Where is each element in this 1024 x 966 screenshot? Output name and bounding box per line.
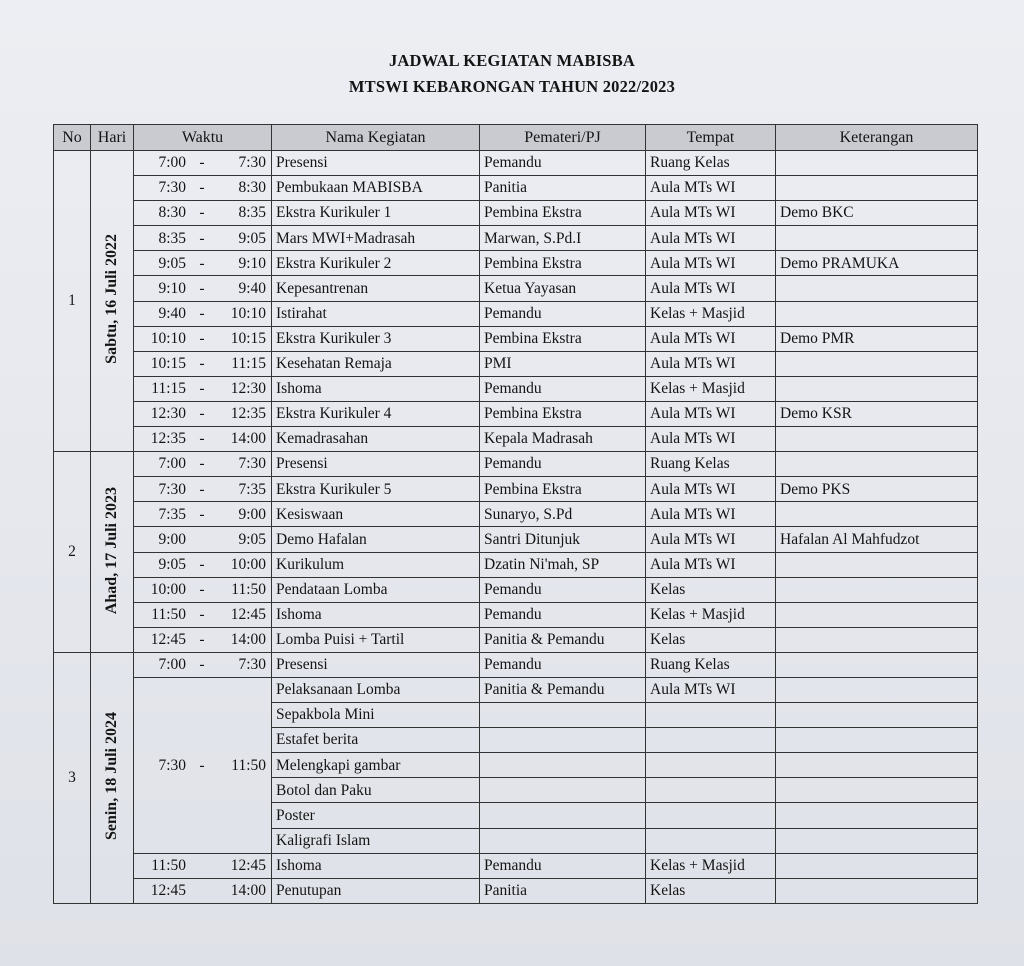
note-text: [776, 828, 978, 853]
time-start: 11:50: [151, 605, 186, 623]
time-end: 14:00: [230, 430, 266, 448]
note-text: [776, 878, 978, 903]
activity-name: Melengkapi gambar: [272, 753, 480, 778]
time-cell: [134, 627, 272, 652]
time-start: 9:05: [158, 555, 186, 573]
time-start: 7:30: [158, 756, 186, 774]
place-name: Aula MTs WI: [646, 552, 776, 577]
time-end: 7:30: [238, 455, 266, 473]
place-name: Aula MTs WI: [646, 226, 776, 251]
note-text: [776, 778, 978, 803]
time-dash: -: [199, 555, 205, 573]
time-start: 9:05: [158, 254, 186, 272]
activity-name: Ekstra Kurikuler 2: [272, 251, 480, 276]
time-start: 7:00: [158, 455, 186, 473]
note-text: [776, 853, 978, 878]
document-subtitle: MTSWI KEBARONGAN TAHUN 2022/2023: [348, 77, 676, 96]
activity-name: Pelaksanaan Lomba: [272, 677, 480, 702]
header-hari: Hari: [91, 125, 134, 151]
activity-name: Ishoma: [272, 853, 480, 878]
place-name: Aula MTs WI: [646, 176, 776, 201]
speaker-name: Kepala Madrasah: [480, 427, 646, 452]
day-number: 1: [54, 151, 91, 452]
place-name: [646, 753, 776, 778]
time-end: 7:35: [238, 480, 266, 498]
speaker-name: Pemandu: [480, 452, 646, 477]
activity-name: Presensi: [272, 452, 480, 477]
note-text: [776, 552, 978, 577]
place-name: Aula MTs WI: [646, 477, 776, 502]
place-name: Aula MTs WI: [646, 502, 776, 527]
activity-name: Lomba Puisi + Tartil: [272, 627, 480, 652]
time-cell: [134, 502, 272, 527]
note-text: Hafalan Al Mahfudzot: [776, 527, 978, 552]
place-name: Aula MTs WI: [646, 677, 776, 702]
time-start: 7:00: [158, 656, 186, 674]
speaker-name: PMI: [480, 351, 646, 376]
speaker-name: Pembina Ekstra: [480, 326, 646, 351]
activity-name: Kemadrasahan: [272, 427, 480, 452]
speaker-name: Pemandu: [480, 577, 646, 602]
table-row: [54, 853, 978, 878]
time-cell: [134, 351, 272, 376]
time-start: 7:30: [158, 480, 186, 498]
activity-name: Presensi: [272, 652, 480, 677]
day-date-cell: [91, 652, 134, 903]
time-cell: [134, 301, 272, 326]
time-dash: -: [199, 605, 205, 623]
place-name: [646, 703, 776, 728]
time-start: 12:30: [150, 405, 186, 423]
place-name: Kelas: [646, 627, 776, 652]
table-row: [54, 527, 978, 552]
note-text: [776, 602, 978, 627]
time-start: 10:15: [150, 355, 186, 373]
time-end: 7:30: [238, 154, 266, 172]
note-text: Demo KSR: [776, 401, 978, 426]
time-cell: [134, 677, 272, 853]
time-end: 9:40: [238, 279, 266, 297]
time-end: 11:50: [231, 756, 266, 774]
time-start: 11:15: [151, 380, 186, 398]
table-row: [54, 376, 978, 401]
time-cell: [134, 376, 272, 401]
note-text: [776, 677, 978, 702]
note-text: [776, 376, 978, 401]
place-name: Aula MTs WI: [646, 251, 776, 276]
time-cell: [134, 602, 272, 627]
header-no: No: [54, 125, 91, 151]
speaker-name: Panitia: [480, 878, 646, 903]
activity-name: Demo Hafalan: [272, 527, 480, 552]
table-row: [54, 276, 978, 301]
speaker-name: [480, 778, 646, 803]
place-name: Kelas: [646, 878, 776, 903]
time-end: 9:00: [238, 505, 266, 523]
time-start: 12:45: [150, 882, 186, 900]
time-start: 9:40: [158, 304, 186, 322]
time-dash: -: [199, 254, 205, 272]
day-date-cell: [91, 452, 134, 653]
note-text: Demo PKS: [776, 477, 978, 502]
time-start: 8:30: [158, 204, 186, 222]
day-date-label: Sabtu, 16 Juli 2022: [103, 234, 120, 365]
time-end: 7:30: [238, 656, 266, 674]
time-cell: [134, 326, 272, 351]
activity-name: Kesehatan Remaja: [272, 351, 480, 376]
time-start: 10:10: [150, 329, 186, 347]
place-name: Aula MTs WI: [646, 326, 776, 351]
time-start: 9:10: [158, 279, 186, 297]
activity-name: Ishoma: [272, 602, 480, 627]
table-row: [54, 502, 978, 527]
table-row: [54, 427, 978, 452]
speaker-name: [480, 728, 646, 753]
note-text: Demo PMR: [776, 326, 978, 351]
table-row: [54, 677, 978, 702]
time-cell: [134, 552, 272, 577]
time-start: 7:30: [158, 179, 186, 197]
speaker-name: Pemandu: [480, 376, 646, 401]
note-text: [776, 652, 978, 677]
speaker-name: Dzatin Ni'mah, SP: [480, 552, 646, 577]
activity-name: Istirahat: [272, 301, 480, 326]
time-start: 8:35: [158, 229, 186, 247]
activity-name: Ishoma: [272, 376, 480, 401]
header-pemateri: Pemateri/PJ: [480, 125, 646, 151]
note-text: [776, 703, 978, 728]
note-text: Demo BKC: [776, 201, 978, 226]
time-end: 8:30: [238, 179, 266, 197]
place-name: Kelas: [646, 577, 776, 602]
table-row: [54, 652, 978, 677]
time-dash: -: [199, 204, 205, 222]
place-name: Aula MTs WI: [646, 427, 776, 452]
speaker-name: Sunaryo, S.Pd: [480, 502, 646, 527]
speaker-name: [480, 828, 646, 853]
table-row: [54, 176, 978, 201]
speaker-name: [480, 803, 646, 828]
time-start: 9:00: [158, 530, 186, 548]
place-name: Aula MTs WI: [646, 351, 776, 376]
time-start: 11:50: [151, 856, 186, 874]
time-dash: -: [199, 304, 205, 322]
speaker-name: Panitia & Pemandu: [480, 627, 646, 652]
schedule-body: [54, 151, 978, 904]
note-text: [776, 728, 978, 753]
time-cell: [134, 477, 272, 502]
time-cell: [134, 401, 272, 426]
time-start: 10:00: [150, 580, 186, 598]
time-end: 14:00: [230, 631, 266, 649]
table-row: [54, 351, 978, 376]
time-end: 9:05: [238, 530, 266, 548]
time-dash: -: [199, 355, 205, 373]
time-cell: [134, 452, 272, 477]
time-dash: -: [199, 430, 205, 448]
time-end: 12:30: [230, 380, 266, 398]
speaker-name: [480, 703, 646, 728]
note-text: [776, 226, 978, 251]
activity-name: Kurikulum: [272, 552, 480, 577]
activity-name: Ekstra Kurikuler 3: [272, 326, 480, 351]
activity-name: Ekstra Kurikuler 1: [272, 201, 480, 226]
time-start: 7:00: [158, 154, 186, 172]
document-title: JADWAL KEGIATAN MABISBA: [388, 51, 636, 70]
place-name: Kelas + Masjid: [646, 853, 776, 878]
place-name: Ruang Kelas: [646, 151, 776, 176]
time-cell: [134, 176, 272, 201]
time-dash: -: [199, 179, 205, 197]
place-name: [646, 828, 776, 853]
time-end: 9:10: [238, 254, 266, 272]
time-cell: [134, 527, 272, 552]
speaker-name: Pembina Ekstra: [480, 201, 646, 226]
time-cell: [134, 201, 272, 226]
time-dash: -: [199, 380, 205, 398]
note-text: [776, 301, 978, 326]
time-cell: [134, 226, 272, 251]
time-dash: -: [199, 329, 205, 347]
time-end: 10:15: [230, 329, 266, 347]
header-waktu: Waktu: [134, 125, 272, 151]
time-end: 12:35: [230, 405, 266, 423]
place-name: Aula MTs WI: [646, 201, 776, 226]
time-cell: [134, 652, 272, 677]
activity-name: Estafet berita: [272, 728, 480, 753]
table-row: [54, 577, 978, 602]
time-dash: -: [199, 505, 205, 523]
time-end: 12:45: [230, 856, 266, 874]
speaker-name: Pembina Ekstra: [480, 477, 646, 502]
speaker-name: Pemandu: [480, 652, 646, 677]
time-start: 12:45: [150, 631, 186, 649]
day-date-label: Senin, 18 Juli 2024: [103, 712, 120, 841]
header-nama-kegiatan: Nama Kegiatan: [272, 125, 480, 151]
speaker-name: Pemandu: [480, 151, 646, 176]
table-row: [54, 452, 978, 477]
activity-name: Kepesantrenan: [272, 276, 480, 301]
time-dash: -: [199, 480, 205, 498]
schedule-table: [53, 124, 978, 904]
time-dash: -: [199, 580, 205, 598]
table-row: [54, 251, 978, 276]
note-text: [776, 803, 978, 828]
time-cell: [134, 151, 272, 176]
time-dash: -: [199, 229, 205, 247]
place-name: Ruang Kelas: [646, 452, 776, 477]
activity-name: Mars MWI+Madrasah: [272, 226, 480, 251]
activity-name: Poster: [272, 803, 480, 828]
note-text: [776, 276, 978, 301]
time-start: 12:35: [150, 430, 186, 448]
header-row: [54, 125, 978, 151]
time-cell: [134, 878, 272, 903]
speaker-name: Panitia: [480, 176, 646, 201]
note-text: [776, 427, 978, 452]
table-row: [54, 627, 978, 652]
time-dash: -: [199, 455, 205, 473]
note-text: [776, 502, 978, 527]
place-name: Kelas + Masjid: [646, 376, 776, 401]
time-dash: -: [199, 154, 205, 172]
activity-name: Presensi: [272, 151, 480, 176]
note-text: [776, 151, 978, 176]
activity-name: Sepakbola Mini: [272, 703, 480, 728]
activity-name: Penutupan: [272, 878, 480, 903]
activity-name: Botol dan Paku: [272, 778, 480, 803]
place-name: [646, 728, 776, 753]
note-text: [776, 577, 978, 602]
time-cell: [134, 276, 272, 301]
speaker-name: Santri Ditunjuk: [480, 527, 646, 552]
speaker-name: [480, 753, 646, 778]
time-end: 9:05: [238, 229, 266, 247]
place-name: Aula MTs WI: [646, 527, 776, 552]
note-text: Demo PRAMUKA: [776, 251, 978, 276]
activity-name: Pendataan Lomba: [272, 577, 480, 602]
place-name: Aula MTs WI: [646, 401, 776, 426]
note-text: [776, 627, 978, 652]
speaker-name: Panitia & Pemandu: [480, 677, 646, 702]
time-dash: -: [199, 756, 205, 774]
place-name: [646, 803, 776, 828]
time-end: 8:35: [238, 204, 266, 222]
activity-name: Ekstra Kurikuler 4: [272, 401, 480, 426]
place-name: [646, 778, 776, 803]
time-start: 7:35: [158, 505, 186, 523]
header-tempat: Tempat: [646, 125, 776, 151]
speaker-name: Ketua Yayasan: [480, 276, 646, 301]
time-cell: [134, 427, 272, 452]
speaker-name: Marwan, S.Pd.I: [480, 226, 646, 251]
table-row: [54, 326, 978, 351]
place-name: Kelas + Masjid: [646, 301, 776, 326]
time-end: 11:50: [231, 580, 266, 598]
table-row: [54, 477, 978, 502]
time-end: 11:15: [231, 355, 266, 373]
speaker-name: Pembina Ekstra: [480, 251, 646, 276]
activity-name: Kesiswaan: [272, 502, 480, 527]
time-dash: -: [199, 279, 205, 297]
activity-name: Ekstra Kurikuler 5: [272, 477, 480, 502]
time-end: 12:45: [230, 605, 266, 623]
day-number: 2: [54, 452, 91, 653]
place-name: Ruang Kelas: [646, 652, 776, 677]
time-dash: -: [199, 656, 205, 674]
place-name: Kelas + Masjid: [646, 602, 776, 627]
table-row: [54, 878, 978, 903]
time-dash: -: [199, 405, 205, 423]
table-row: [54, 602, 978, 627]
note-text: [776, 176, 978, 201]
speaker-name: Pembina Ekstra: [480, 401, 646, 426]
activity-name: Kaligrafi Islam: [272, 828, 480, 853]
day-number: 3: [54, 652, 91, 903]
note-text: [776, 753, 978, 778]
table-row: [54, 401, 978, 426]
time-cell: [134, 251, 272, 276]
activity-name: Pembukaan MABISBA: [272, 176, 480, 201]
note-text: [776, 351, 978, 376]
table-row: [54, 226, 978, 251]
time-end: 10:10: [230, 304, 266, 322]
day-date-cell: [91, 151, 134, 452]
place-name: Aula MTs WI: [646, 276, 776, 301]
header-keterangan: Keterangan: [776, 125, 978, 151]
time-end: 10:00: [230, 555, 266, 573]
table-row: [54, 151, 978, 176]
table-row: [54, 552, 978, 577]
table-row: [54, 301, 978, 326]
time-cell: [134, 577, 272, 602]
speaker-name: Pemandu: [480, 602, 646, 627]
time-cell: [134, 853, 272, 878]
time-dash: -: [199, 631, 205, 649]
table-row: [54, 201, 978, 226]
speaker-name: Pemandu: [480, 853, 646, 878]
day-date-label: Ahad, 17 Juli 2023: [103, 486, 120, 614]
time-end: 14:00: [230, 882, 266, 900]
speaker-name: Pemandu: [480, 301, 646, 326]
note-text: [776, 452, 978, 477]
